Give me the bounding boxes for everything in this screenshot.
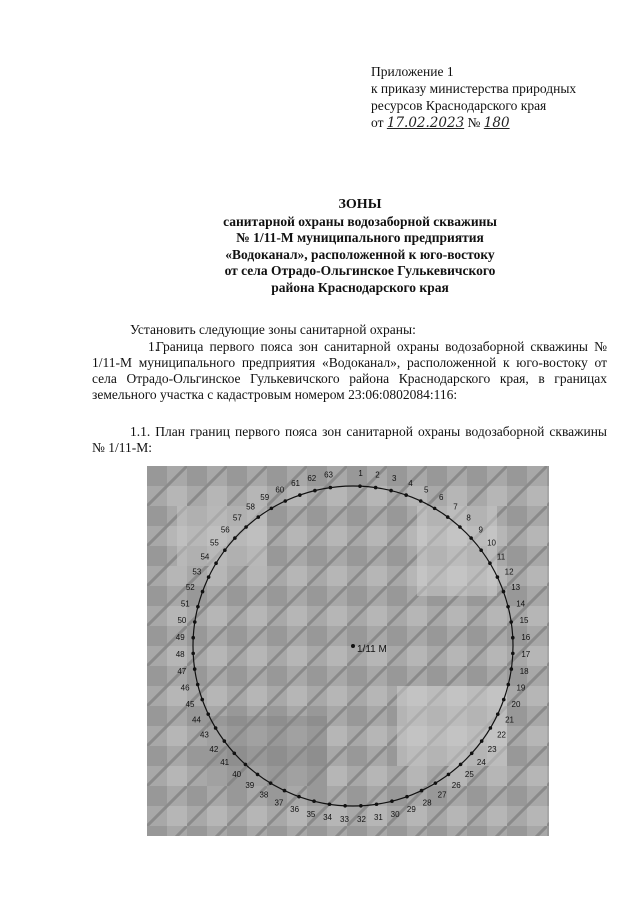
boundary-point-6 <box>433 507 437 511</box>
boundary-point-53 <box>207 575 211 579</box>
boundary-point-label-26: 26 <box>451 780 461 790</box>
boundary-point-label-30: 30 <box>390 809 400 819</box>
appendix-block <box>371 63 631 132</box>
appendix-line-3: ресурсов Краснодарского края <box>371 98 547 113</box>
boundary-point-14 <box>506 605 510 609</box>
boundary-point-29 <box>405 795 409 799</box>
boundary-point-label-54: 54 <box>200 552 210 562</box>
boundary-point-label-39: 39 <box>245 780 255 790</box>
boundary-point-label-32: 32 <box>357 814 366 824</box>
boundary-point-label-56: 56 <box>220 525 230 535</box>
boundary-point-57 <box>244 525 248 529</box>
boundary-point-31 <box>375 802 379 806</box>
boundary-point-label-61: 61 <box>291 478 300 488</box>
boundary-point-label-40: 40 <box>232 770 242 780</box>
boundary-point-40 <box>244 763 248 767</box>
boundary-point-22 <box>489 726 493 730</box>
document-title <box>150 197 570 296</box>
boundary-point-label-45: 45 <box>185 699 195 709</box>
boundary-point-35 <box>312 799 316 803</box>
boundary-point-label-18: 18 <box>519 666 529 676</box>
boundary-point-label-28: 28 <box>422 798 432 808</box>
boundary-point-label-12: 12 <box>504 567 514 577</box>
boundary-point-43 <box>214 726 218 730</box>
boundary-point-61 <box>298 493 302 497</box>
boundary-point-label-11: 11 <box>496 552 506 562</box>
boundary-point-50 <box>193 620 197 624</box>
title-main: ЗОНЫ <box>338 197 382 212</box>
boundary-point-label-17: 17 <box>521 650 531 660</box>
handwritten-number: 180 <box>483 115 510 131</box>
boundary-point-39 <box>256 773 260 777</box>
boundary-point-13 <box>502 590 506 594</box>
date-prefix: от <box>371 115 384 130</box>
boundary-point-label-13: 13 <box>511 583 521 593</box>
appendix-line-2: к приказу министерства природных <box>371 81 577 96</box>
boundary-point-label-50: 50 <box>177 616 187 626</box>
boundary-point-label-43: 43 <box>199 730 209 740</box>
boundary-point-2 <box>374 486 378 490</box>
boundary-point-label-1: 1 <box>358 469 363 479</box>
boundary-point-49 <box>191 636 195 640</box>
boundary-point-3 <box>389 489 393 493</box>
boundary-point-56 <box>233 536 237 540</box>
boundary-point-label-57: 57 <box>232 513 242 523</box>
boundary-point-10 <box>479 548 483 552</box>
boundary-point-label-22: 22 <box>497 730 507 740</box>
boundary-point-16 <box>511 636 515 640</box>
boundary-point-33 <box>343 804 347 808</box>
boundary-point-46 <box>196 683 200 687</box>
boundary-point-1 <box>358 484 362 488</box>
boundary-point-label-49: 49 <box>175 633 185 643</box>
boundary-point-label-60: 60 <box>275 485 285 495</box>
boundary-point-38 <box>269 781 273 785</box>
boundary-point-label-31: 31 <box>373 813 383 823</box>
boundary-point-17 <box>511 652 515 656</box>
title-line-1: санитарной охраны водозаборной скважины <box>223 213 497 229</box>
boundary-point-label-46: 46 <box>180 683 190 693</box>
boundary-point-51 <box>196 605 200 609</box>
title-line-4: от села Отрадо-Ольгинское Гулькевичского <box>224 263 496 278</box>
title-line-5: района Краснодарского края <box>271 279 449 295</box>
boundary-point-4 <box>404 493 408 497</box>
boundary-point-32 <box>359 804 363 808</box>
boundary-point-label-37: 37 <box>274 798 284 808</box>
boundary-point-label-20: 20 <box>511 699 521 709</box>
boundary-point-28 <box>420 789 424 793</box>
boundary-point-label-21: 21 <box>505 715 514 725</box>
number-prefix: № <box>467 115 481 130</box>
paragraph-1-text: Граница первого пояса зон санитарной охраны водозаборной скважины № 1/11-М муниципального предприятия «Водоканал», расположенной к юго-востоку от села Отрадо-Ольгинское Гулькевичского района Краснодарского края, в границах земельного участка с кадастровым номером 23:06:0802084:116: <box>92 339 607 402</box>
boundary-point-12 <box>496 575 500 579</box>
boundary-point-label-36: 36 <box>290 804 300 814</box>
boundary-point-label-42: 42 <box>209 744 219 754</box>
paragraph-1-number: 1. <box>148 339 159 354</box>
title-line-3: «Водоканал», расположенной к юго-востоку <box>225 246 495 262</box>
boundary-point-9 <box>469 536 473 540</box>
boundary-point-18 <box>510 667 514 671</box>
boundary-point-48 <box>191 652 195 656</box>
boundary-point-label-8: 8 <box>466 513 471 523</box>
boundary-point-11 <box>488 561 492 565</box>
boundary-point-19 <box>506 683 510 687</box>
boundary-point-label-62: 62 <box>307 473 317 483</box>
title-line-2: № 1/11-М муниципального предприятия <box>236 230 484 245</box>
boundary-point-label-48: 48 <box>175 650 185 660</box>
boundary-point-42 <box>223 739 227 743</box>
boundary-point-label-10: 10 <box>487 538 497 548</box>
boundary-point-8 <box>458 525 462 529</box>
boundary-point-44 <box>206 712 210 716</box>
boundary-point-label-35: 35 <box>306 809 316 819</box>
boundary-point-label-6: 6 <box>439 493 444 503</box>
boundary-point-label-25: 25 <box>464 770 474 780</box>
boundary-point-41 <box>232 751 236 755</box>
boundary-point-label-52: 52 <box>185 583 195 593</box>
boundary-point-label-4: 4 <box>408 478 413 488</box>
appendix-date-line <box>371 114 631 132</box>
boundary-point-45 <box>200 698 204 702</box>
boundary-point-36 <box>297 795 301 799</box>
boundary-point-label-47: 47 <box>177 666 187 676</box>
boundary-plan-map <box>147 466 549 836</box>
boundary-point-7 <box>446 515 450 519</box>
boundary-point-34 <box>328 802 332 806</box>
boundary-point-label-55: 55 <box>209 538 219 548</box>
boundary-point-27 <box>434 781 438 785</box>
boundary-point-37 <box>283 789 287 793</box>
boundary-point-63 <box>329 486 333 490</box>
paragraph-1 <box>92 339 607 403</box>
boundary-point-label-15: 15 <box>519 616 529 626</box>
boundary-point-label-2: 2 <box>375 470 380 480</box>
boundary-point-label-3: 3 <box>391 473 397 483</box>
boundary-point-label-53: 53 <box>192 567 202 577</box>
intro-paragraph: Установить следующие зоны санитарной охраны: <box>130 322 416 337</box>
boundary-point-label-19: 19 <box>516 683 526 693</box>
boundary-point-label-41: 41 <box>220 757 230 767</box>
boundary-point-label-9: 9 <box>478 525 483 535</box>
boundary-point-15 <box>509 620 513 624</box>
boundary-point-label-34: 34 <box>323 813 333 823</box>
boundary-point-label-24: 24 <box>476 757 486 767</box>
boundary-point-30 <box>390 799 394 803</box>
boundary-point-label-63: 63 <box>324 470 333 480</box>
boundary-point-label-7: 7 <box>453 502 458 512</box>
boundary-point-label-16: 16 <box>521 633 531 643</box>
boundary-point-label-51: 51 <box>180 599 190 609</box>
boundary-point-label-14: 14 <box>516 599 526 609</box>
boundary-point-62 <box>313 489 317 493</box>
handwritten-date: 17.02.2023 <box>386 115 465 131</box>
boundary-point-label-23: 23 <box>487 744 497 754</box>
boundary-point-23 <box>480 739 484 743</box>
boundary-point-label-44: 44 <box>192 715 201 725</box>
boundary-point-59 <box>270 507 274 511</box>
boundary-point-label-59: 59 <box>260 493 270 503</box>
boundary-point-label-29: 29 <box>406 804 416 814</box>
boundary-point-54 <box>214 561 218 565</box>
boundary-point-label-38: 38 <box>259 790 269 800</box>
boundary-point-label-33: 33 <box>340 814 349 824</box>
boundary-point-26 <box>447 773 451 777</box>
well-marker <box>351 644 355 648</box>
boundary-point-60 <box>283 499 287 503</box>
boundary-point-47 <box>193 667 197 671</box>
boundary-point-5 <box>419 499 423 503</box>
boundary-point-58 <box>256 515 260 519</box>
map-svg <box>147 466 549 836</box>
boundary-point-label-58: 58 <box>246 502 256 512</box>
appendix-line-1: Приложение 1 <box>371 64 454 79</box>
boundary-point-21 <box>496 712 500 716</box>
boundary-point-label-5: 5 <box>423 485 429 495</box>
boundary-point-label-27: 27 <box>437 790 447 800</box>
paragraph-1-1: 1.1. План границ первого пояса зон санитарной охраны водозаборной скважины № 1/11-М: <box>92 424 607 455</box>
well-label: 1/11 М <box>357 644 387 655</box>
boundary-point-20 <box>502 698 506 702</box>
boundary-point-55 <box>223 548 227 552</box>
boundary-point-25 <box>459 763 463 767</box>
boundary-point-24 <box>470 751 474 755</box>
boundary-point-52 <box>201 590 205 594</box>
